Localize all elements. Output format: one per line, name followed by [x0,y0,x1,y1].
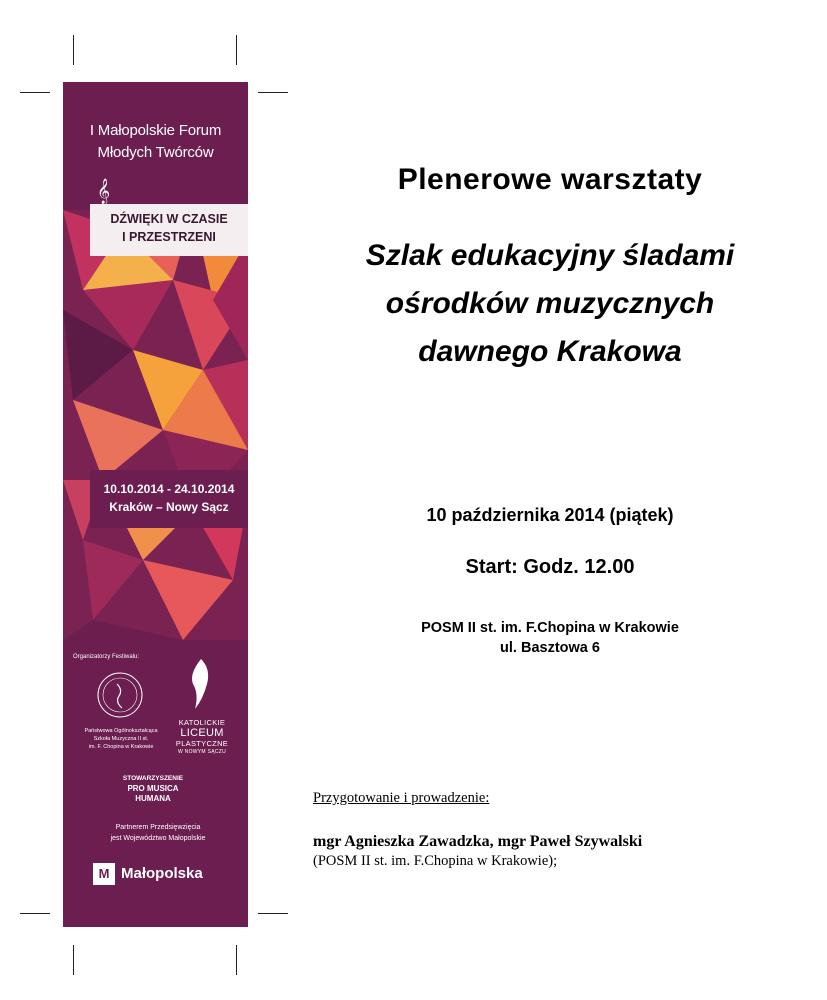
crop-mark [73,35,74,65]
organizer-lyceum-line: W NOWYM SĄCZU [177,749,227,755]
dove-logo [181,654,221,714]
mosaic-pattern [63,210,248,640]
organizer-lyceum [167,718,237,757]
organizer-association [103,774,203,804]
subtitle-line: dawnego Krakowa [418,335,682,368]
region-emblem-icon: M [93,863,115,885]
crop-mark [20,913,50,914]
festival-name-line: I PRZESTRZENI [122,230,216,244]
organizer-lyceum-line: PLASTYCZNE [175,739,229,748]
subtitle-line: ośrodków muzycznych [385,287,715,320]
organizer-association-line: STOWARZYSZENIE [122,775,184,782]
organizer-lyceum-line: KATOLICKIE [178,718,226,727]
organizers-affiliation: (POSM II st. im. F.Chopina w Krakowie); [313,853,558,869]
partner-line: jest Województwo Małopolskie [110,835,206,842]
crop-mark [236,945,237,975]
venue-line: ul. Basztowa 6 [500,640,600,656]
festival-banner [63,82,248,927]
organizers-names: mgr Agnieszka Zawadzka, mgr Paweł Szywalski [313,833,643,850]
partner-text [83,822,233,844]
festival-dates: 10.10.2014 - 24.10.2014 [103,482,235,496]
region-name: Małopolska [121,865,203,882]
event-start-time: Start: Godz. 12.00 [465,556,635,578]
organizer-school [77,727,165,751]
partner-line: Partnerem Przedsięwzięcia [115,824,201,831]
malopolska-logo [93,860,223,888]
crop-mark [73,945,74,975]
organizer-school-line: im. F. Chopina w Krakowie [88,744,154,750]
treble-clef-icon: 𝄞 [97,178,111,203]
organizer-school-line: Państwowa Ogólnokształcąca [84,728,158,734]
crop-mark [258,913,288,914]
banner-title [63,120,248,164]
festival-places: Kraków – Nowy Sącz [109,500,229,514]
organizer-school-line: Szkoła Muzyczna II st. [93,736,149,742]
crop-mark [20,92,50,93]
banner-title-line: Młodych Twórców [97,144,214,161]
school-seal-logo [95,670,145,720]
festival-name-line: DŹWIĘKI W CZASIE [110,212,228,226]
crop-mark [236,35,237,65]
subtitle-line: Szlak edukacyjny śladami [365,239,735,272]
subtitle [300,232,800,376]
organizer-association-line: PRO MUSICA [127,784,179,793]
preparation-label: Przygotowanie i prowadzenie: [313,790,490,806]
festival-dates-box [90,470,248,528]
organizers-label: Organizatorzy Festiwalu: [73,654,140,660]
venue-line: POSM II st. im. F.Chopina w Krakowie [421,620,679,636]
organizer-association-line: HUMANA [135,794,171,803]
banner-title-line: I Małopolskie Forum [89,122,222,139]
crop-mark [258,92,288,93]
organizer-lyceum-line: LICEUM [180,727,224,739]
event-venue [300,618,800,658]
festival-name-box [90,204,248,256]
page-title: Plenerowe warsztaty [397,163,703,196]
event-date: 10 października 2014 (piątek) [426,505,674,525]
